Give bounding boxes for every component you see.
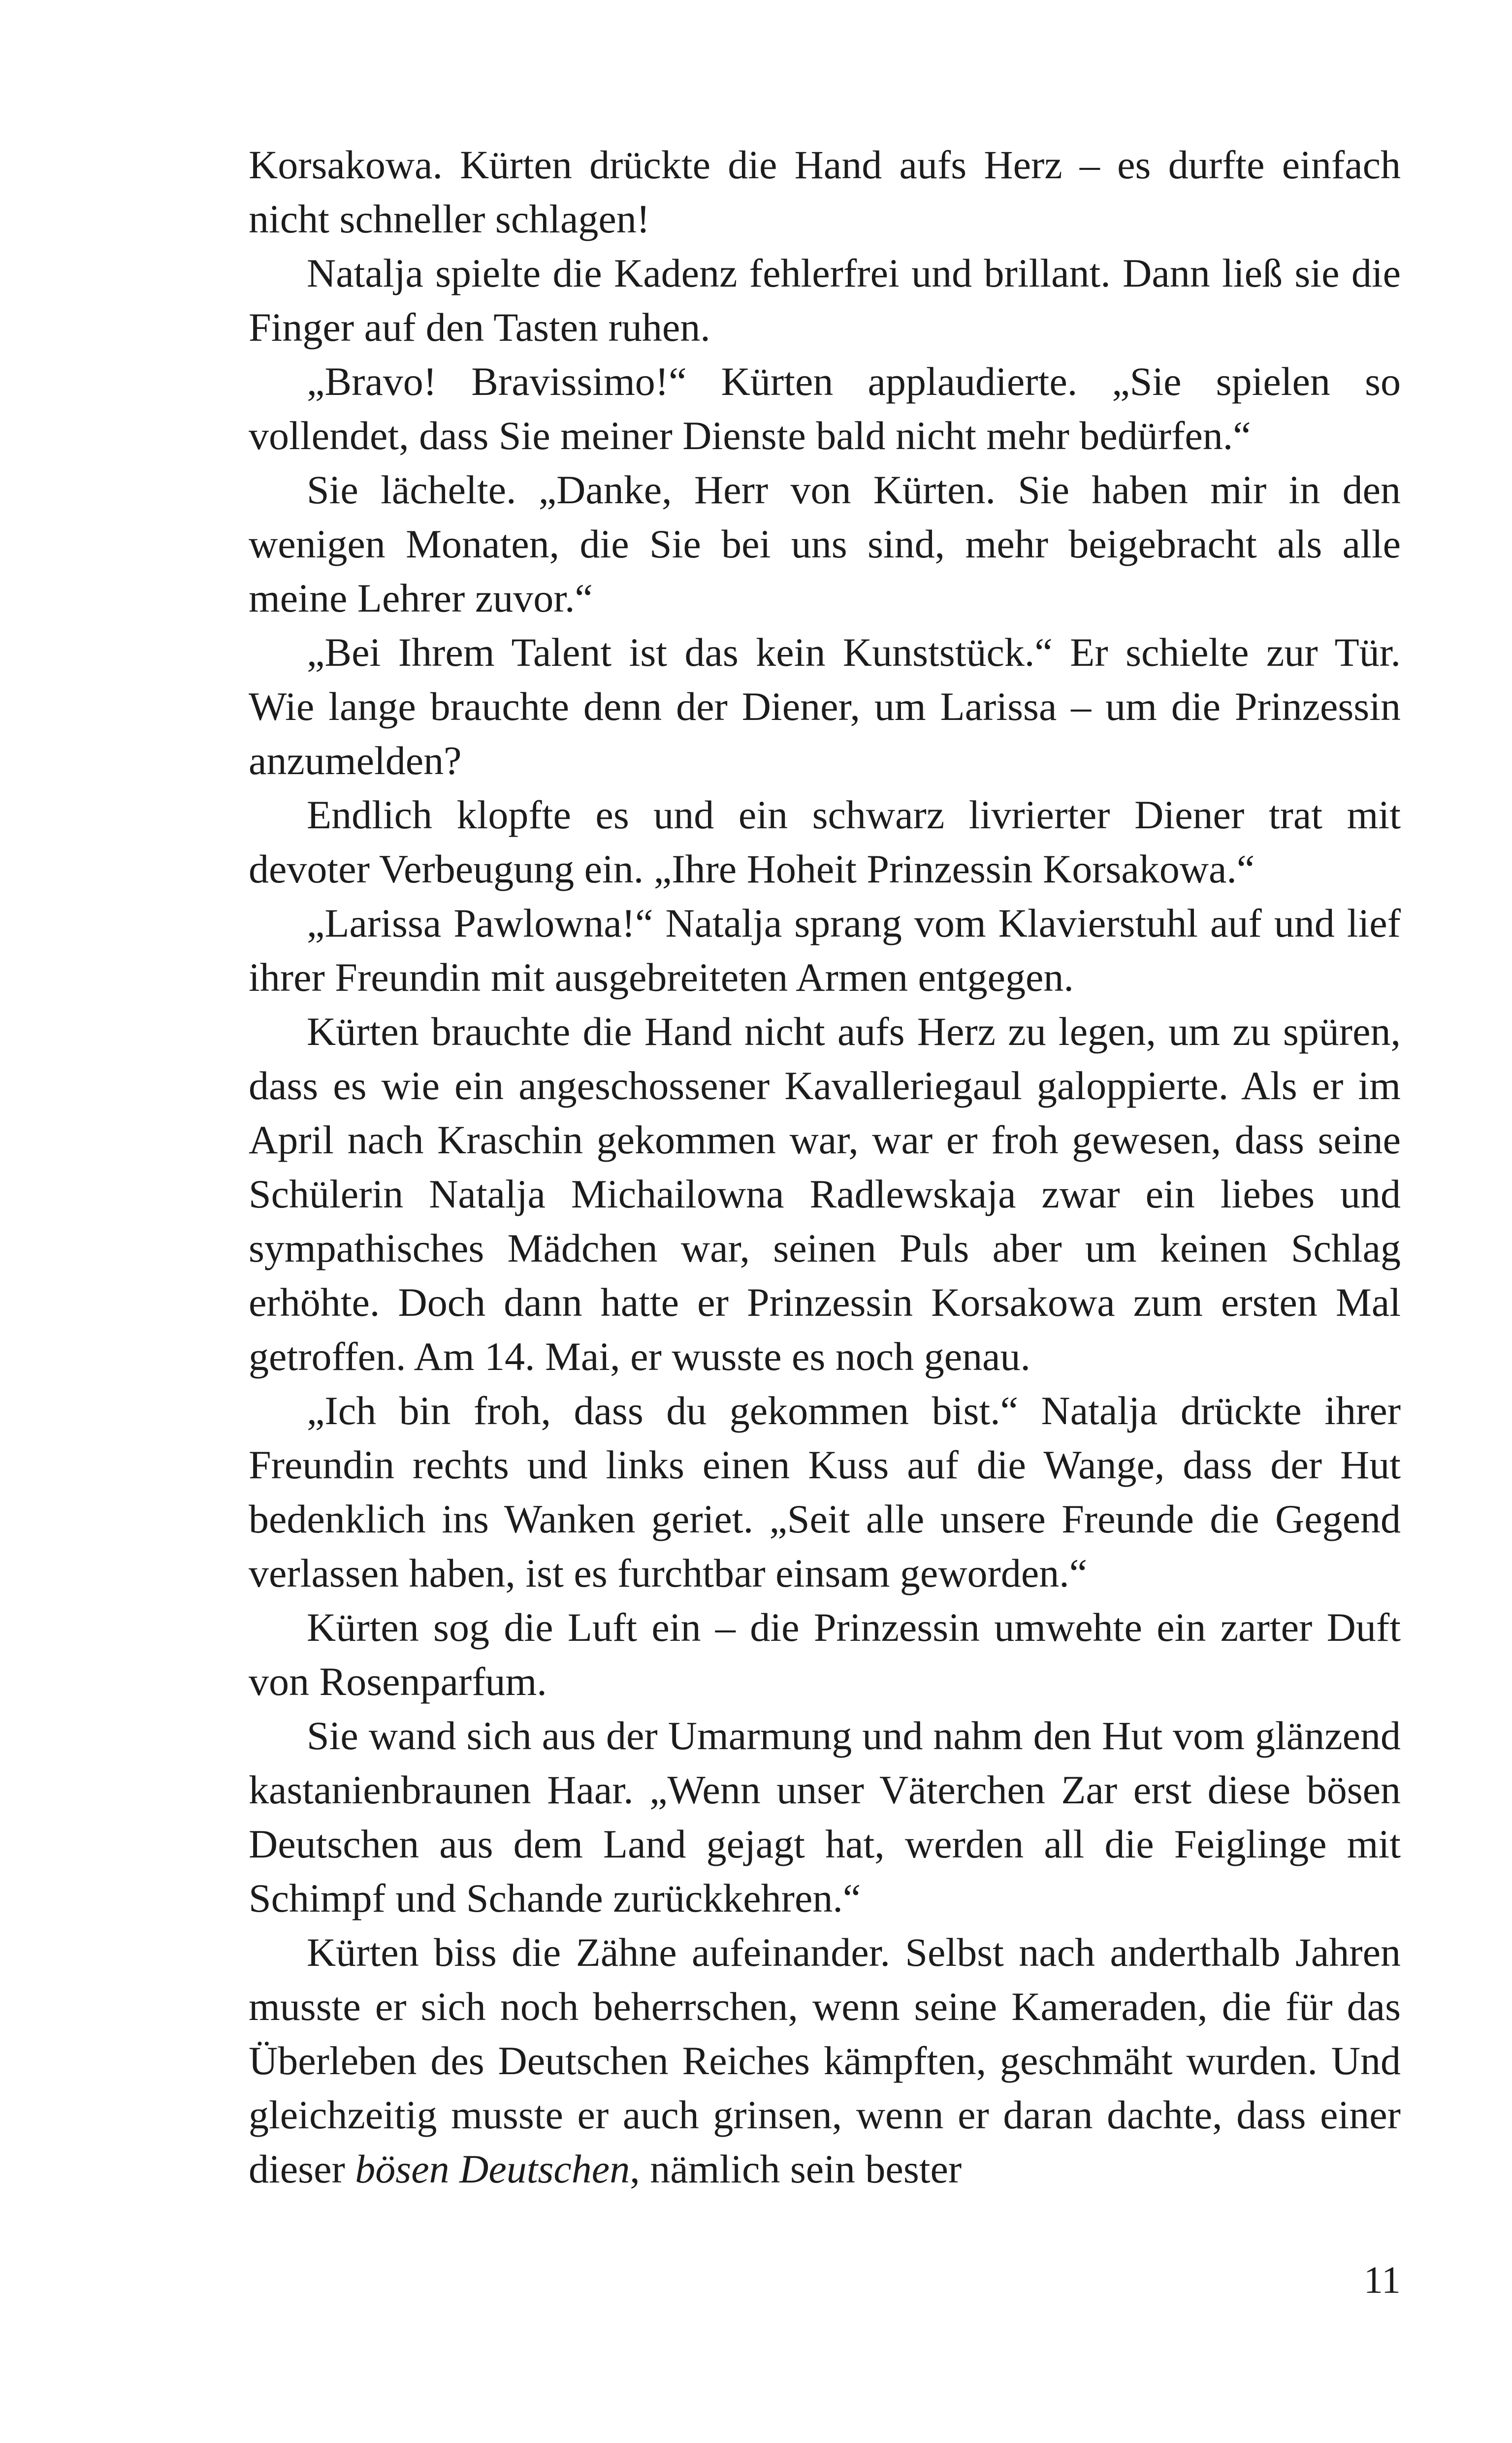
paragraph-text: Kürten biss die Zähne aufeinander. Selbst nach anderthalb Jahren musste er sich noch beherrschen, wenn seine Kameraden, die für das Überleben des Deutschen Reiches kämpften, geschmäht wurden. Und gleichzeitig musste er auch grinsen, wenn er daran dachte, dass einer dieser — [249, 1930, 1401, 2191]
page-number: 11 — [1363, 2258, 1401, 2301]
paragraph: „Bravo! Bravissimo!“ Kürten applaudierte. „Sie spielen so vollendet, dass Sie meiner Dienste bald nicht mehr bedürfen.“ — [249, 359, 1401, 458]
paragraph: Sie lächelte. „Danke, Herr von Kürten. Sie haben mir in den wenigen Monaten, die Sie bei uns sind, mehr beigebracht als alle meine Lehrer zuvor.“ — [249, 467, 1401, 620]
paragraph: Endlich klopfte es und ein schwarz livrierter Diener trat mit devoter Verbeugung ein. „Ihre Hoheit Prinzessin Korsakowa.“ — [249, 792, 1401, 891]
paragraph: „Ich bin froh, dass du gekommen bist.“ Natalja drückte ihrer Freundin rechts und links einen Kuss auf die Wange, dass der Hut bedenklich ins Wanken geriet. „Seit alle unsere Freunde die Gegend verlassen haben, ist es furchtbar einsam geworden.“ — [249, 1388, 1401, 1596]
italic-phrase: bösen Deutschen — [355, 2147, 630, 2191]
paragraph: „Larissa Pawlowna!“ Natalja sprang vom Klavierstuhl auf und lief ihrer Freundin mit ausgebreiteten Armen entgegen. — [249, 901, 1401, 1000]
paragraph: „Bei Ihrem Talent ist das kein Kunststück.“ Er schielte zur Tür. Wie lange brauchte denn der Diener, um Larissa – um die Prinzessin anzumelden? — [249, 630, 1401, 783]
paragraph: Korsakowa. Kürten drückte die Hand aufs Herz – es durfte einfach nicht schneller schlagen! — [249, 142, 1401, 241]
paragraph: Kürten sog die Luft ein – die Prinzessin umwehte ein zarter Duft von Rosenparfum. — [249, 1605, 1401, 1704]
book-page-body — [249, 138, 1401, 2196]
paragraph-text: , nämlich sein bester — [630, 2147, 962, 2191]
paragraph: Sie wand sich aus der Umarmung und nahm den Hut vom glänzend kastanienbraunen Haar. „Wenn unser Väterchen Zar erst diese bösen Deutschen aus dem Land gejagt hat, werden all die Feiglinge mit Schimpf und Schande zurückkehren.“ — [249, 1713, 1401, 1921]
paragraph: Natalja spielte die Kadenz fehlerfrei und brillant. Dann ließ sie die Finger auf den Tasten ruhen. — [249, 251, 1401, 350]
paragraph: Kürten brauchte die Hand nicht aufs Herz zu legen, um zu spüren, dass es wie ein angeschossener Kavalleriegaul galoppierte. Als er im April nach Kraschin gekommen war, war er froh gewesen, dass seine Schülerin Natalja Michailowna Radlewskaja zwar ein liebes und sympathisches Mädchen war, seinen Puls aber um keinen Schlag erhöhte. Doch dann hatte er Prinzessin Korsakowa zum ersten Mal getroffen. Am 14. Mai, er wusste es noch genau. — [249, 1009, 1401, 1379]
paragraph-last — [249, 1925, 1401, 2196]
